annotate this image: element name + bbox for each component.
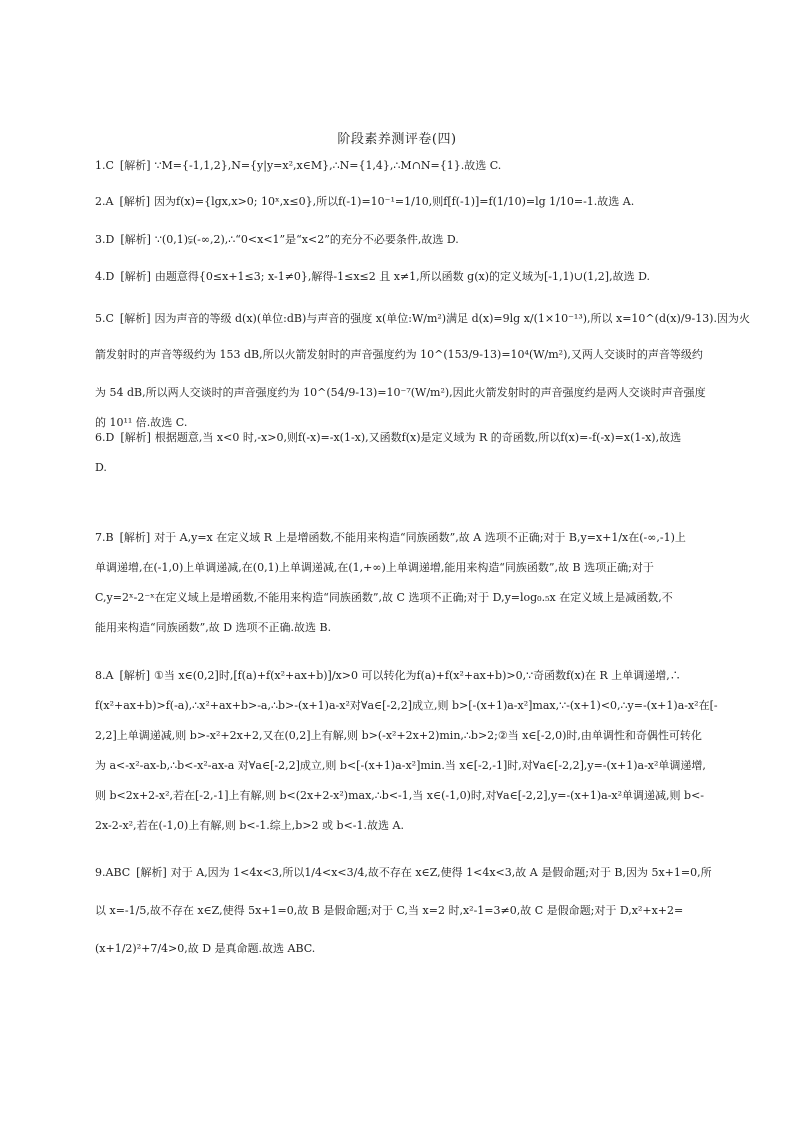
answer-number: 6.D [95,431,115,444]
solution-9 [95,858,712,964]
solution-line: D. [95,461,107,474]
solution-7 [95,523,705,643]
answer-number: 5.C [95,312,114,325]
answer-number: 9.ABC [95,866,131,879]
solution-line: 2,2]上单调递减,则 b>-x²+2x+2,又在(0,2]上有解,则 b>(-x²+2x+2)min,∴b>2;②当 x∈[-2,0)时,由单调性和奇偶性可转化 [95,729,702,742]
solution-1 [95,151,705,181]
solution-line: 因为f(x)={lgx,x>0; 10ˣ,x≤0},所以f(-1)=10⁻¹=1/10,则f[f(-1)]=f(1/10)=lg 1/10=-1.故选 A. [154,195,635,208]
solution-line: 对于 A,y=x 在定义域 R 上是增函数,不能用来构造“同族函数”,故 A 选项不正确;对于 B,y=x+1/x在(-∞,-1)上 [154,531,686,544]
solution-line: 则 b<2x+2-x²,若在[-2,-1]上有解,则 b<(2x+2-x²)max,∴b<-1,当 x∈(-1,0)时,对∀a∈[-2,2],y=-(x+1)a-x²单调递减,则 b<- [95,789,705,802]
solution-line: 的 10¹¹ 倍.故选 C. [95,416,188,429]
analysis-tag: [解析] [119,669,151,682]
analysis-tag: [解析] [120,270,151,283]
solution-line: 为 a<-x²-ax-b,∴b<-x²-ax-a 对∀a∈[-2,2]成立,则 b<[-(x+1)a-x²]min.当 x∈[-2,-1]时,对∀a∈[-2,2],y=-(x+1)a-x²单调递增, [95,759,706,772]
solution-line: ∵(0,1)⫋(-∞,2),∴“0<x<1”是“x<2”的充分不必要条件,故选 D. [154,233,459,246]
solution-line: 箭发射时的声音等级约为 153 dB,所以火箭发射时的声音强度约为 10^(153/9-13)=10⁴(W/m²),又两人交谈时的声音等级约 [95,348,703,361]
analysis-tag: [解析] [119,531,151,544]
answer-number: 3.D [95,233,115,246]
solution-line: 因为声音的等级 d(x)(单位:dB)与声音的强度 x(单位:W/m²)满足 d(x)=9lg x/(1×10⁻¹³),所以 x=10^(d(x)/9-13).因为火 [154,312,750,325]
answer-number: 8.A [95,669,114,682]
analysis-tag: [解析] [120,431,151,444]
solution-8 [95,661,718,841]
solution-4 [95,262,705,292]
solution-line: 单调递增,在(-1,0)上单调递减,在(0,1)上单调递减,在(1,+∞)上单调递增,能用来构造“同族函数”,故 B 选项正确;对于 [95,561,654,574]
solution-line: ∵M={-1,1,2},N={y|y=x²,x∈M},∴N={1,4},∴M∩N={1}.故选 C. [154,159,502,172]
solution-line: ①当 x∈(0,2]时,[f(a)+f(x²+ax+b)]/x>0 可以转化为f(a)+f(x²+ax+b)>0,∵奇函数f(x)在 R 上单调递增,∴ [154,669,681,682]
page-title: 阶段素养测评卷(四) [337,132,457,147]
solution-line: 由题意得{0≤x+1≤3; x-1≠0},解得-1≤x≤2 且 x≠1,所以函数 g(x)的定义域为[-1,1)∪(1,2],故选 D. [154,270,650,283]
answer-number: 4.D [95,270,115,283]
solution-line: 根据题意,当 x<0 时,-x>0,则f(-x)=-x(1-x),又函数f(x)是定义域为 R 的奇函数,所以f(x)=-f(-x)=x(1-x),故选 [154,431,682,444]
answer-number: 1.C [95,159,114,172]
solution-line: 能用来构造“同族函数”,故 D 选项不正确.故选 B. [95,621,332,634]
solution-line: 为 54 dB,所以两人交谈时的声音强度约为 10^(54/9-13)=10⁻⁷(W/m²),因此火箭发射时的声音强度约是两人交谈时声音强度 [95,386,706,399]
solution-line: (x+1/2)²+7/4>0,故 D 是真命题.故选 ABC. [95,942,316,955]
solution-line: 对于 A,因为 1<4x<3,所以1/4<x<3/4,故不存在 x∈Z,使得 1<4x<3,故 A 是假命题;对于 B,因为 5x+1=0,所 [170,866,712,879]
solution-line: 2x-2-x²,若在(-1,0)上有解,则 b<-1.综上,b>2 或 b<-1.故选 A. [95,819,404,832]
solution-2 [95,187,705,217]
analysis-tag: [解析] [119,159,151,172]
solution-6 [95,423,705,483]
solution-line: f(x²+ax+b)>f(-a),∴x²+ax+b>-a,∴b>-(x+1)a-x²对∀a∈[-2,2]成立,则 b>[-(x+1)a-x²]max,∵-(x+1)<0,∴y=-(x+1)a-x²在[- [95,699,718,712]
analysis-tag: [解析] [119,195,151,208]
solution-3 [95,225,705,255]
analysis-tag: [解析] [120,233,151,246]
analysis-tag: [解析] [136,866,167,879]
solution-line: C,y=2ˣ-2⁻ˣ在定义域上是增函数,不能用来构造“同族函数”,故 C 选项不正确;对于 D,y=log₀.₅x 在定义域上是减函数,不 [95,591,673,604]
answer-number: 7.B [95,531,114,544]
answer-number: 2.A [95,195,114,208]
solution-line: 以 x=-1/5,故不存在 x∈Z,使得 5x+1=0,故 B 是假命题;对于 C,当 x=2 时,x²-1=3≠0,故 C 是假命题;对于 D,x²+x+2= [95,904,684,917]
analysis-tag: [解析] [119,312,151,325]
solution-5 [95,304,750,438]
